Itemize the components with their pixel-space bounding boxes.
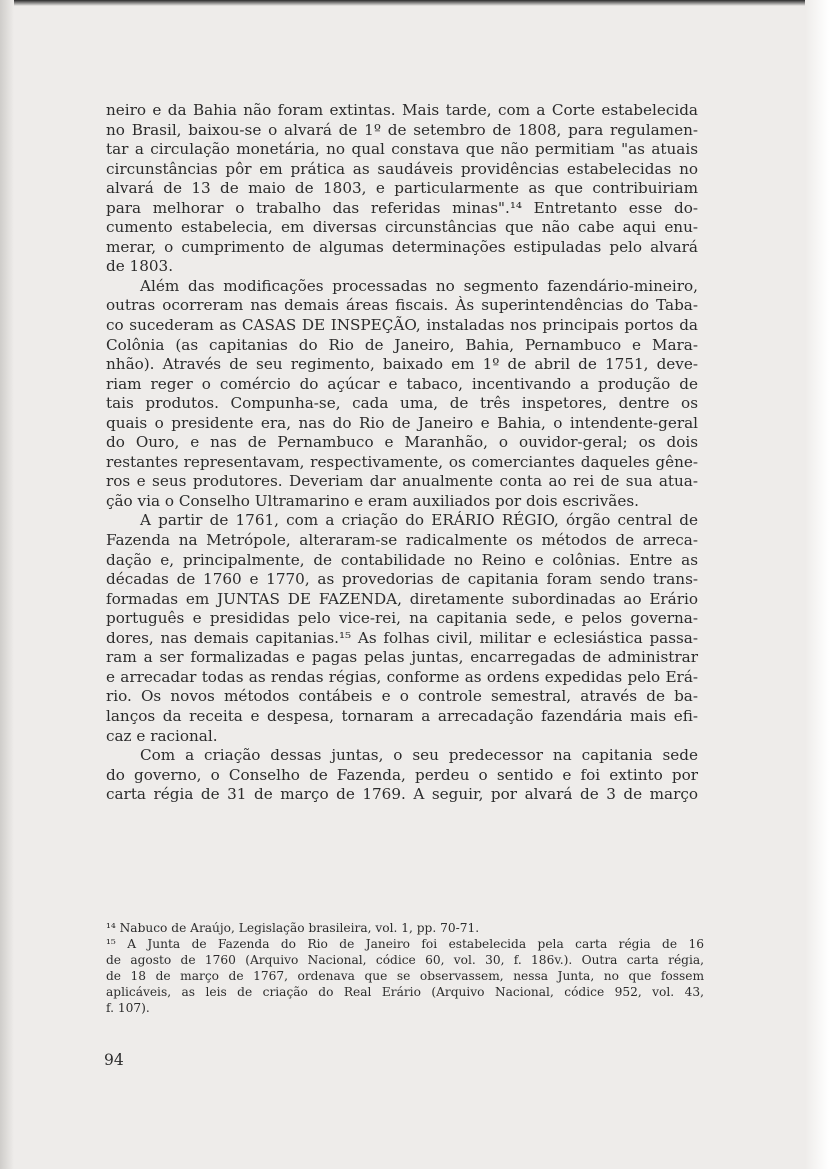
footnotes xyxy=(106,921,704,1016)
footnote-line: f. 107). xyxy=(106,1000,150,1015)
paragraph-line: ção via o Conselho Ultramarino e eram auxiliados por dois escrivães. xyxy=(106,491,639,510)
paragraph-line: tar a circulação monetária, no qual constava que não permitiam "as atuais xyxy=(106,140,698,159)
paragraph-line: dores, nas demais capitanias.¹⁵ As folhas civil, militar e eclesiástica passa- xyxy=(106,628,698,647)
paragraph-line: dação e, principalmente, de contabilidade no Reino e colônias. Entre as xyxy=(106,550,698,569)
paragraph-line: outras ocorreram nas demais áreas fiscais. Às superintendências do Taba- xyxy=(106,296,698,315)
paragraph-line: tais produtos. Compunha-se, cada uma, de três inspetores, dentre os xyxy=(106,394,698,413)
paragraph-line: décadas de 1760 e 1770, as provedorias de capitania foram sendo trans- xyxy=(106,570,698,589)
paragraph-line: rio. Os novos métodos contábeis e o controle semestral, através de ba- xyxy=(106,687,698,706)
paragraph-line: português e presididas pelo vice-rei, na capitania sede, e pelos governa- xyxy=(106,609,698,628)
paragraph-line: A partir de 1761, com a criação do ERÁRIO RÉGIO, órgão central de xyxy=(140,511,698,530)
paragraph-line: no Brasil, baixou-se o alvará de 1º de setembro de 1808, para regulamen- xyxy=(106,120,698,139)
footnote-line: aplicáveis, as leis de criação do Real Erário (Arquivo Nacional, códice 952, vol. 43, xyxy=(106,984,704,999)
paragraph-line: formadas em JUNTAS DE FAZENDA, diretamente subordinadas ao Erário xyxy=(106,589,698,608)
paragraph-line: restantes representavam, respectivamente, os comerciantes daqueles gêne- xyxy=(106,452,698,471)
paragraph-line: merar, o cumprimento de algumas determinações estipuladas pelo alvará xyxy=(106,237,698,256)
paragraph-line: caz e racional. xyxy=(106,726,218,745)
paragraph-line: ram a ser formalizadas e pagas pelas juntas, encarregadas de administrar xyxy=(106,648,698,667)
paragraph-line: lanços da receita e despesa, tornaram a arrecadação fazendária mais efi- xyxy=(106,706,698,725)
paragraph-line: de 1803. xyxy=(106,257,174,276)
paragraph-line: alvará de 13 de maio de 1803, e particularmente as que contribuiriam xyxy=(106,179,698,198)
paragraph-line: ros e seus produtores. Deveriam dar anualmente conta ao rei de sua atua- xyxy=(106,472,698,491)
paragraph-line: e arrecadar todas as rendas régias, conforme as ordens expedidas pelo Erá- xyxy=(106,667,698,686)
paragraph-line: Além das modificações processadas no segmento fazendário-mineiro, xyxy=(140,276,698,295)
paragraph-line: para melhorar o trabalho das referidas minas".¹⁴ Entretanto esse do- xyxy=(106,198,698,217)
footnote-line: de agosto de 1760 (Arquivo Nacional, códice 60, vol. 30, f. 186v.). Outra carta régia, xyxy=(106,952,704,967)
paragraph-line: do Ouro, e nas de Pernambuco e Maranhão, o ouvidor-geral; os dois xyxy=(106,433,698,452)
paragraph-line: Com a criação dessas juntas, o seu predecessor na capitania sede xyxy=(140,746,698,765)
paragraph-line: cumento estabelecia, em diversas circunstâncias que não cabe aqui enu- xyxy=(106,218,698,237)
paragraph-line: riam reger o comércio do açúcar e tabaco, incentivando a produção de xyxy=(106,374,698,393)
paragraph-line: circunstâncias pôr em prática as saudáveis providências estabelecidas no xyxy=(106,159,698,178)
paragraph-line: carta régia de 31 de março de 1769. A seguir, por alvará de 3 de março xyxy=(106,785,698,804)
footnote-line: de 18 de março de 1767, ordenava que se observassem, nessa Junta, no que fossem xyxy=(106,968,704,983)
page-right-margin xyxy=(805,0,835,1169)
paragraph-line: Colônia (as capitanias do Rio de Janeiro, Bahia, Pernambuco e Mara- xyxy=(106,335,698,354)
page-left-shadow xyxy=(0,0,14,1169)
paragraph-line: Fazenda na Metrópole, alteraram-se radicalmente os métodos de arreca- xyxy=(106,531,698,550)
paragraph-line: do governo, o Conselho de Fazenda, perdeu o sentido e foi extinto por xyxy=(106,765,698,784)
body-text xyxy=(106,101,698,805)
paragraph-line: quais o presidente era, nas do Rio de Janeiro e Bahia, o intendente-geral xyxy=(106,413,698,432)
paragraph-line: neiro e da Bahia não foram extintas. Mais tarde, com a Corte estabelecida xyxy=(106,101,698,119)
paragraph-line: nhão). Através de seu regimento, baixado em 1º de abril de 1751, deve- xyxy=(106,355,698,374)
paragraph-line: co sucederam as CASAS DE INSPEÇÃO, instaladas nos principais portos da xyxy=(106,316,698,335)
page-top-shadow xyxy=(0,0,835,6)
footnote-line: ¹⁵ A Junta de Fazenda do Rio de Janeiro foi estabelecida pela carta régia de 16 xyxy=(106,936,704,951)
footnote-line: ¹⁴ Nabuco de Araújo, Legislação brasileira, vol. 1, pp. 70-71. xyxy=(106,921,480,935)
page-number: 94 xyxy=(104,1051,124,1069)
